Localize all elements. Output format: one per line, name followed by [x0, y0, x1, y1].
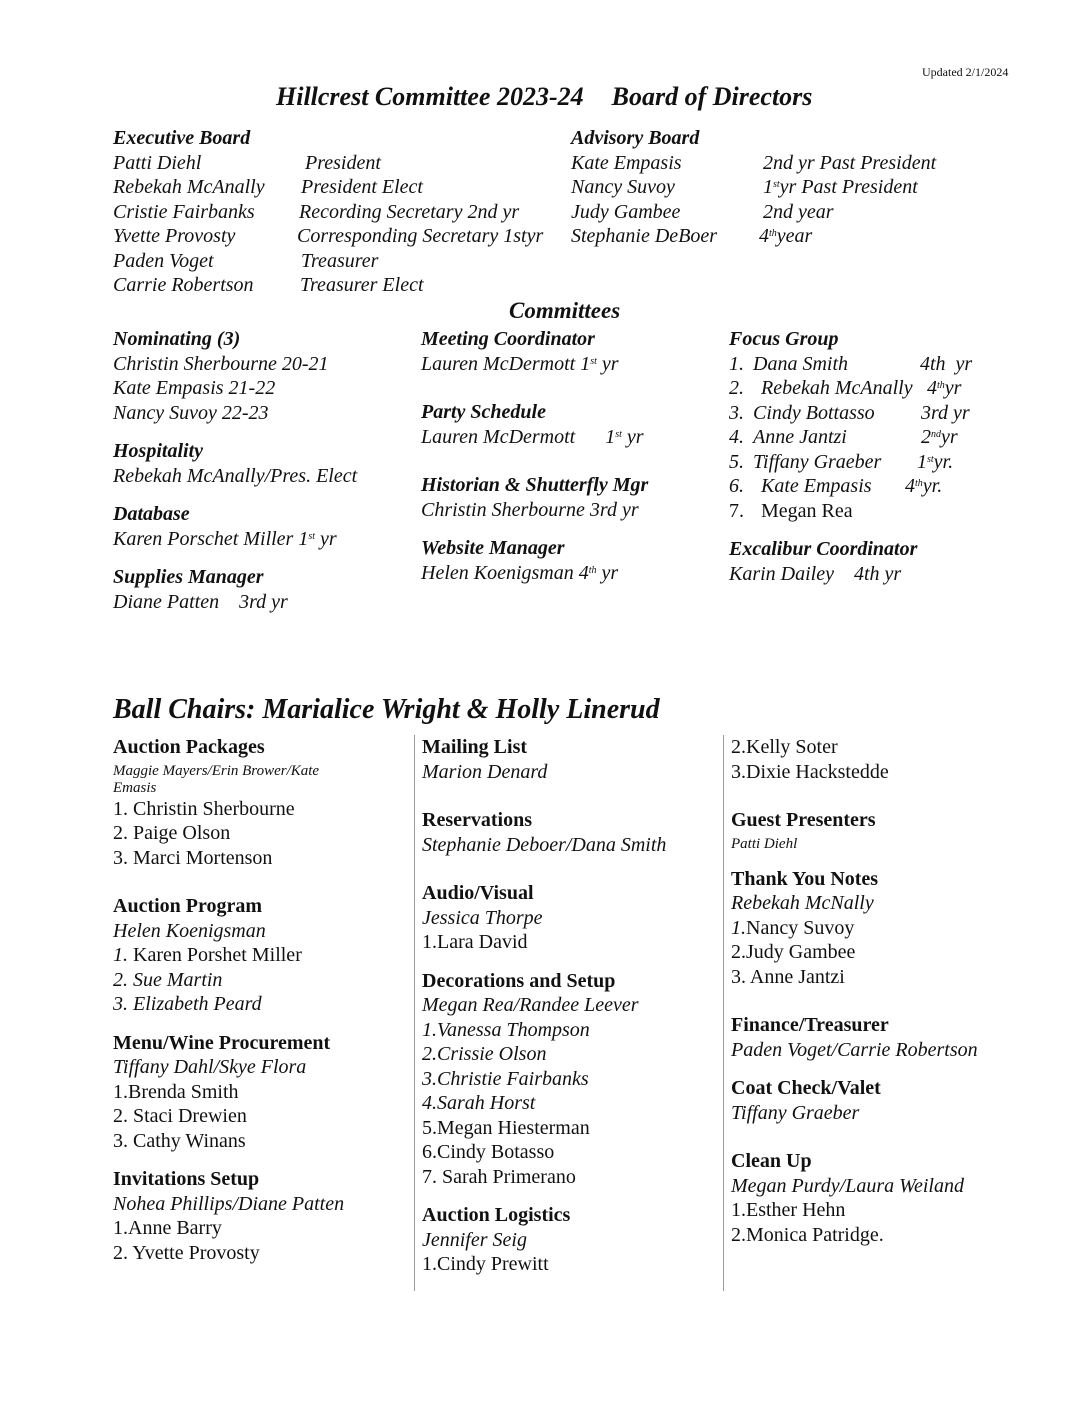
- member-line: 2.Kelly Soter: [731, 736, 838, 758]
- committee-line: Lauren McDermott 1st yr: [421, 425, 644, 448]
- auction-logistics-heading: Auction Logistics: [422, 1204, 571, 1226]
- ball-col-1: [113, 735, 344, 1265]
- focus-item: 7. Megan Rea: [729, 499, 853, 522]
- decorations-heading: Decorations and Setup: [422, 969, 616, 992]
- focus-item: 5. Tiffany Graeber 1styr.: [729, 450, 954, 473]
- committee-line: Karen Porschet Miller 1st yr: [113, 527, 337, 550]
- ball-col-2: [422, 735, 666, 1277]
- exec-member: Patti Diehl President: [113, 151, 381, 174]
- executive-board-heading: Executive Board: [113, 127, 251, 149]
- guest-presenters-heading: Guest Presenters: [731, 809, 876, 831]
- nominating-heading: Nominating (3): [113, 328, 241, 350]
- coat-check-heading: Coat Check/Valet: [731, 1077, 881, 1099]
- website-heading: Website Manager: [421, 537, 565, 559]
- ball-col-3: [731, 735, 978, 1247]
- chair-line: Rebekah McNally: [731, 892, 874, 914]
- committee-line: Karin Dailey 4th yr: [729, 562, 902, 585]
- member-line: 3.Dixie Hackstedde: [731, 760, 889, 783]
- chair-line: Helen Koenigsman: [113, 919, 266, 942]
- member-line: 1.Brenda Smith: [113, 1080, 239, 1103]
- member-line: 3. Anne Jantzi: [731, 965, 845, 988]
- chair-line: Nohea Phillips/Diane Patten: [113, 1192, 345, 1215]
- member-line: 5.Megan Hiesterman: [422, 1116, 590, 1139]
- chair-line: Patti Diehl: [731, 835, 798, 852]
- mailing-list-heading: Mailing List: [422, 736, 528, 758]
- meeting-heading: Meeting Coordinator: [421, 328, 595, 350]
- chair-line: Megan Rea/Randee Leever: [422, 994, 639, 1016]
- exec-member: Carrie Robertson Treasurer Elect: [113, 274, 424, 296]
- focus-item: 4. Anne Jantzi 2ndyr: [729, 426, 958, 448]
- exec-member: Yvette Provosty Corresponding Secretary 1styr: [113, 225, 544, 247]
- focus-item: 2. Rebekah McAnally 4thyr: [729, 377, 962, 399]
- committee-line: Kate Empasis 21-22: [113, 377, 276, 399]
- advisory-member: Judy Gambee 2nd year: [571, 200, 834, 223]
- member-line: 2. Yvette Provosty: [113, 1241, 260, 1264]
- finance-heading: Finance/Treasurer: [731, 1014, 889, 1036]
- member-line: 2.Crissie Olson: [422, 1043, 547, 1065]
- menu-wine-heading: Menu/Wine Procurement: [113, 1031, 331, 1054]
- chair-line: Marion Denard: [422, 760, 548, 783]
- auction-packages-heading: Auction Packages: [113, 736, 265, 758]
- committees-col-1: [113, 327, 357, 614]
- invitations-heading: Invitations Setup: [113, 1168, 260, 1190]
- chair-line: Jessica Thorpe: [422, 906, 543, 929]
- chair-line: Tiffany Dahl/Skye Flora: [113, 1056, 307, 1078]
- exec-member: Paden Voget Treasurer: [113, 249, 379, 272]
- clean-up-heading: Clean Up: [731, 1150, 812, 1172]
- advisory-board-heading: Advisory Board: [571, 127, 700, 149]
- member-line: 2.Monica Patridge.: [731, 1223, 884, 1246]
- member-line: 3.Christie Fairbanks: [422, 1067, 589, 1090]
- member-line: 2.Judy Gambee: [731, 941, 856, 963]
- committee-line: Lauren McDermott 1st yr: [421, 352, 619, 375]
- chair-line: Tiffany Graeber: [731, 1101, 860, 1124]
- member-line: 1.Vanessa Thompson: [422, 1018, 590, 1041]
- member-line: 2. Staci Drewien: [113, 1105, 247, 1127]
- excalibur-heading: Excalibur Coordinator: [729, 538, 918, 560]
- member-line: 3. Marci Mortenson: [113, 846, 273, 869]
- updated-date: Updated 2/1/2024: [922, 65, 1009, 79]
- committees-heading: Committees: [509, 298, 621, 323]
- auction-program-heading: Auction Program: [113, 895, 263, 917]
- executive-board: [113, 126, 543, 298]
- reservations-heading: Reservations: [422, 809, 532, 831]
- audio-visual-heading: Audio/Visual: [422, 882, 534, 904]
- chair-line: Emasis: [113, 779, 157, 796]
- member-line: 3. Elizabeth Peard: [113, 993, 262, 1015]
- member-line: 1.Lara David: [422, 931, 528, 953]
- advisory-board: [571, 126, 936, 249]
- committee-line: Christin Sherbourne 20-21: [113, 352, 329, 375]
- chair-line: Megan Purdy/Laura Weiland: [731, 1174, 964, 1197]
- thank-you-heading: Thank You Notes: [731, 867, 879, 890]
- focus-group-heading: Focus Group: [729, 328, 839, 350]
- member-line: 1.Cindy Prewitt: [422, 1253, 549, 1275]
- member-line: 3. Cathy Winans: [113, 1129, 246, 1152]
- chair-line: Jennifer Seig: [422, 1228, 527, 1251]
- member-line: 1.Anne Barry: [113, 1217, 222, 1239]
- committee-line: Helen Koenigsman 4th yr: [421, 561, 619, 584]
- member-line: 1.Esther Hehn: [731, 1199, 846, 1221]
- focus-item: 1. Dana Smith 4th yr: [729, 352, 973, 375]
- exec-member: Cristie Fairbanks Recording Secretary 2nd yr: [113, 200, 520, 223]
- column-divider: [723, 735, 724, 1291]
- committee-line: Rebekah McAnally/Pres. Elect: [113, 464, 358, 487]
- member-line: 2. Sue Martin: [113, 968, 223, 991]
- committee-line: Diane Patten 3rd yr: [113, 590, 288, 613]
- advisory-member: Kate Empasis 2nd yr Past President: [571, 151, 937, 174]
- member-line: 7. Sarah Primerano: [422, 1165, 576, 1188]
- chair-line: Paden Voget/Carrie Robertson: [731, 1038, 978, 1061]
- hospitality-heading: Hospitality: [113, 440, 203, 462]
- historian-heading: Historian & Shutterfly Mgr: [421, 474, 649, 496]
- committees-col-3: [729, 327, 972, 586]
- column-divider: [414, 735, 415, 1291]
- committee-line: Christin Sherbourne 3rd yr: [421, 498, 639, 521]
- title-board: Board of Directors: [611, 82, 813, 111]
- page-title: [276, 82, 812, 112]
- focus-item: 6. Kate Empasis 4thyr.: [729, 475, 943, 497]
- ball-chairs-heading: Ball Chairs: Marialice Wright & Holly Linerud: [113, 694, 660, 725]
- member-line: 4.Sarah Horst: [422, 1092, 536, 1114]
- title-committee: Hillcrest Committee 2023-24: [276, 82, 584, 111]
- member-line: 6.Cindy Botasso: [422, 1141, 555, 1163]
- database-heading: Database: [113, 503, 190, 525]
- advisory-member: Stephanie DeBoer 4thyear: [571, 225, 813, 247]
- member-line: 1.Nancy Suvoy: [731, 916, 855, 939]
- chair-line: Maggie Mayers/Erin Brower/Kate: [113, 762, 320, 779]
- exec-member: Rebekah McAnally President Elect: [113, 176, 423, 198]
- advisory-member: Nancy Suvoy 1styr Past President: [571, 176, 918, 198]
- focus-item: 3. Cindy Bottasso 3rd yr: [729, 401, 970, 424]
- committee-line: Nancy Suvoy 22-23: [113, 401, 269, 424]
- member-line: 1. Christin Sherbourne: [113, 797, 295, 820]
- party-heading: Party Schedule: [421, 401, 546, 423]
- member-line: 1. Karen Porshet Miller: [113, 944, 302, 966]
- chair-line: Stephanie Deboer/Dana Smith: [422, 833, 667, 856]
- committees-col-2: [421, 327, 648, 585]
- member-line: 2. Paige Olson: [113, 822, 231, 844]
- supplies-heading: Supplies Manager: [113, 566, 264, 588]
